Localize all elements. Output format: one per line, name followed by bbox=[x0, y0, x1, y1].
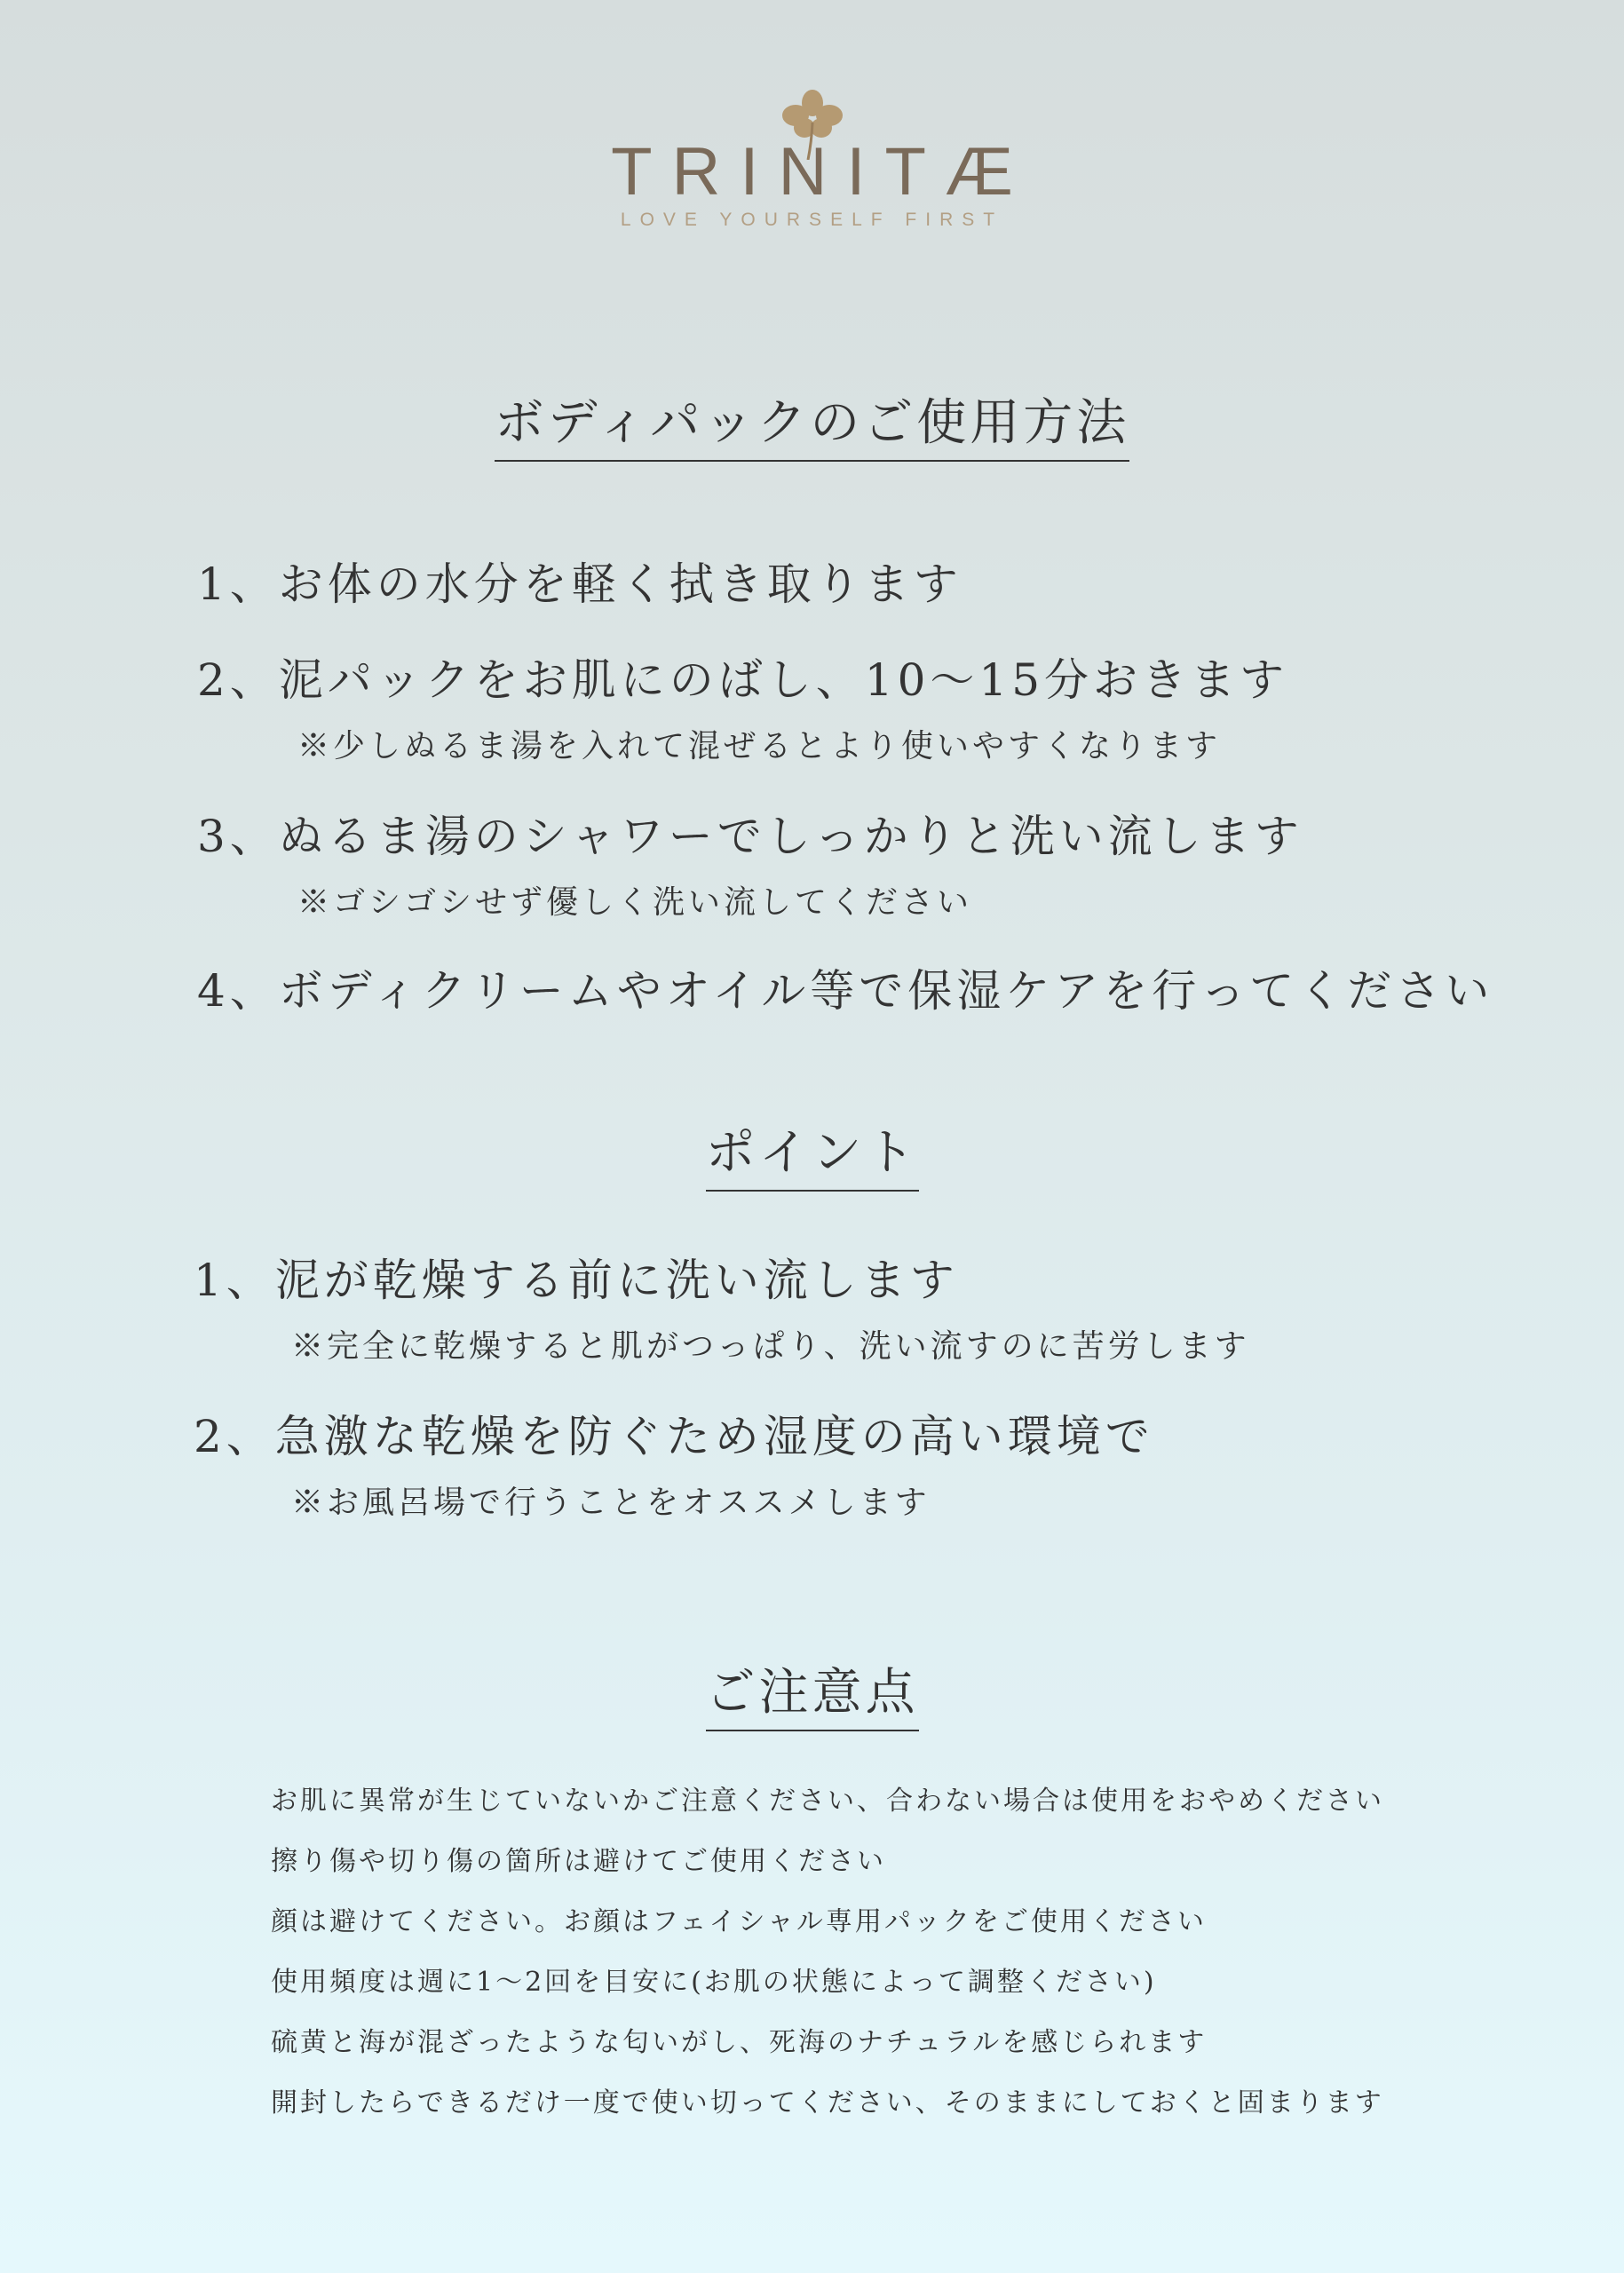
point-2: 2、急激な乾燥を防ぐため湿度の高い環境で bbox=[194, 1411, 1154, 1462]
cautions-title: ご注意点 bbox=[0, 1653, 1624, 1731]
usage-step-2-note: ※少しぬるま湯を入れて混ぜるとより使いやすくなります bbox=[297, 728, 1222, 764]
caution-item-1: お肌に異常が生じていないかご注意ください、合わない場合は使用をおやめください bbox=[271, 1786, 1384, 1817]
usage-step-3-note: ※ゴシゴシせず優しく洗い流してください bbox=[297, 884, 973, 921]
caution-item-3: 顔は避けてください。お顔はフェイシャル専用パックをご使用ください bbox=[271, 1906, 1207, 1937]
points-title: ポイント bbox=[0, 1113, 1624, 1192]
caution-item-2: 擦り傷や切り傷の箇所は避けてご使用ください bbox=[271, 1846, 886, 1877]
point-1: 1、泥が乾燥する前に洗い流します bbox=[194, 1255, 959, 1306]
usage-step-4: 4、ボディクリームやオイル等で保湿ケアを行ってください bbox=[197, 965, 1494, 1017]
usage-title: ボディパックのご使用方法 bbox=[0, 384, 1624, 462]
usage-step-1: 1、お体の水分を軽く拭き取ります bbox=[197, 558, 963, 610]
caution-item-5: 硫黄と海が混ざったような匂いがし、死海のナチュラルを感じられます bbox=[271, 2027, 1208, 2058]
point-1-note: ※完全に乾燥すると肌がつっぱり、洗い流すのに苦労します bbox=[291, 1328, 1250, 1365]
usage-step-2: 2、泥パックをお肌にのばし、10〜15分おきます bbox=[197, 654, 1289, 706]
caution-item-6: 開封したらできるだけ一度で使い切ってください、そのままにしておくと固まります bbox=[271, 2087, 1384, 2119]
caution-item-4: 使用頻度は週に1〜2回を目安に(お肌の状態によって調整ください) bbox=[271, 1967, 1157, 1998]
brand-name: TRINITÆ bbox=[611, 134, 1033, 210]
point-2-note: ※お風呂場で行うことをオススメします bbox=[291, 1485, 931, 1521]
brand-tagline: LOVE YOURSELF FIRST bbox=[620, 210, 1004, 230]
usage-step-3: 3、ぬるま湯のシャワーでしっかりと洗い流します bbox=[197, 811, 1303, 862]
